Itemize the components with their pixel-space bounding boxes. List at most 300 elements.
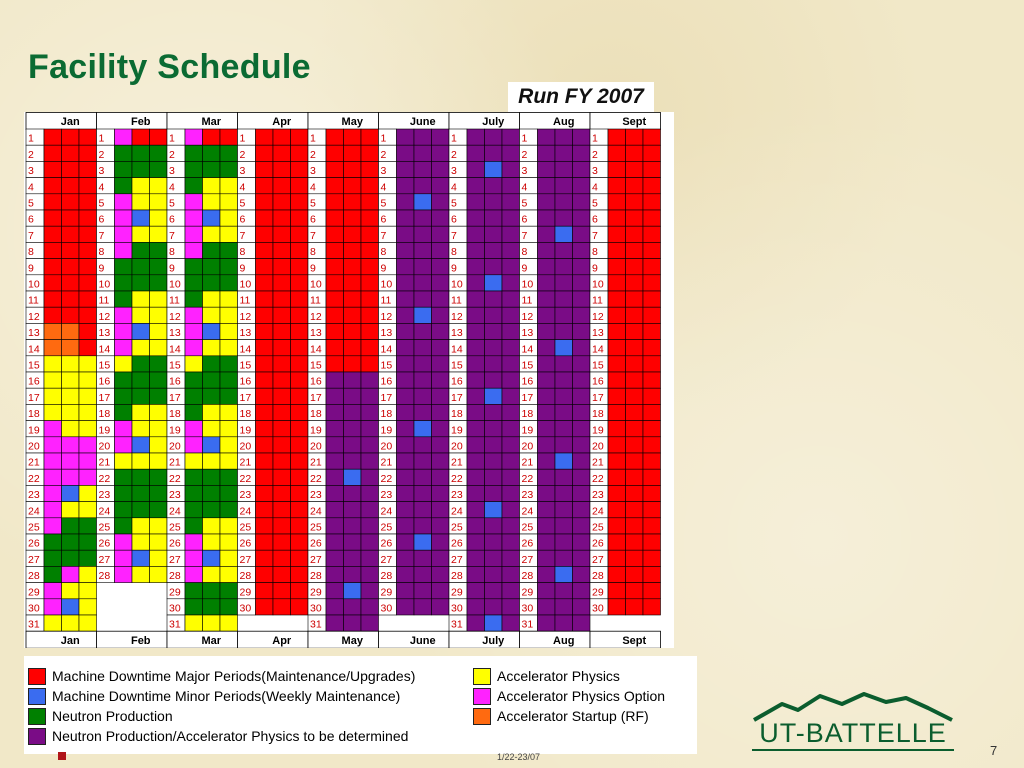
day-number: 4 — [28, 181, 34, 194]
day-number: 16 — [239, 375, 252, 388]
day-number: 9 — [239, 262, 246, 275]
schedule-cell — [150, 145, 168, 161]
schedule-cell — [62, 437, 80, 453]
schedule-cell — [185, 502, 203, 518]
legend-label: Accelerator Physics Option — [497, 688, 666, 704]
day-number: 10 — [592, 278, 604, 291]
schedule-cell — [291, 129, 309, 145]
schedule-cell — [256, 275, 274, 291]
schedule-cell — [256, 178, 274, 194]
schedule-cell — [115, 502, 133, 518]
schedule-cell — [220, 307, 238, 323]
schedule-cell — [414, 583, 432, 599]
schedule-cell — [256, 388, 274, 404]
schedule-cell — [62, 502, 80, 518]
schedule-cell — [573, 485, 591, 501]
month-header-label: Aug — [553, 116, 575, 128]
schedule-cell — [555, 356, 573, 372]
day-number: 15 — [169, 359, 181, 372]
schedule-cell — [467, 210, 485, 226]
schedule-cell — [132, 421, 150, 437]
schedule-cell — [573, 145, 591, 161]
day-number: 28 — [310, 570, 322, 583]
schedule-cell — [608, 356, 626, 372]
schedule-cell — [62, 421, 80, 437]
schedule-cell — [502, 129, 520, 145]
schedule-cell — [150, 178, 168, 194]
day-number: 11 — [28, 294, 39, 307]
schedule-cell — [538, 550, 556, 566]
schedule-cell — [485, 323, 503, 339]
legend-label: Neutron Production/Accelerator Physics to be determined — [52, 728, 409, 744]
schedule-cell — [608, 566, 626, 582]
schedule-cell — [397, 534, 415, 550]
schedule-cell — [432, 502, 450, 518]
schedule-cell — [344, 615, 362, 631]
schedule-cell — [256, 485, 274, 501]
day-number: 22 — [521, 472, 534, 485]
schedule-cell — [397, 226, 415, 242]
schedule-cell — [432, 242, 450, 258]
day-number: 28 — [521, 570, 534, 583]
schedule-cell — [397, 550, 415, 566]
schedule-cell — [44, 259, 62, 275]
day-number: 4 — [239, 181, 246, 194]
schedule-cell — [326, 469, 344, 485]
schedule-cell — [361, 502, 379, 518]
schedule-cell — [361, 566, 379, 582]
schedule-cell — [485, 145, 503, 161]
schedule-cell — [220, 550, 238, 566]
schedule-cell — [344, 323, 362, 339]
schedule-cell — [467, 372, 485, 388]
schedule-cell — [185, 372, 203, 388]
schedule-cell — [185, 161, 203, 177]
day-number: 5 — [239, 197, 246, 210]
day-number: 4 — [98, 181, 105, 194]
day-number: 19 — [380, 424, 393, 437]
schedule-cell — [326, 194, 344, 210]
schedule-cell — [555, 307, 573, 323]
schedule-cell — [538, 194, 556, 210]
schedule-cell — [44, 340, 62, 356]
schedule-cell — [432, 291, 450, 307]
day-number: 29 — [28, 586, 40, 599]
schedule-cell — [115, 437, 133, 453]
schedule-cell — [132, 437, 150, 453]
schedule-cell — [643, 194, 661, 210]
schedule-cell — [79, 550, 97, 566]
schedule-cell — [538, 275, 556, 291]
day-number: 12 — [592, 310, 604, 323]
schedule-cell — [291, 469, 309, 485]
schedule-cell — [150, 388, 168, 404]
schedule-cell — [485, 372, 503, 388]
schedule-cell — [414, 129, 432, 145]
schedule-cell — [344, 210, 362, 226]
day-number: 22 — [98, 472, 111, 485]
schedule-cell — [573, 275, 591, 291]
schedule-cell — [643, 340, 661, 356]
day-number: 23 — [239, 489, 252, 502]
schedule-cell — [414, 340, 432, 356]
day-number: 2 — [310, 148, 316, 161]
legend-swatch-yellow — [473, 668, 491, 685]
schedule-cell — [643, 226, 661, 242]
schedule-cell — [573, 340, 591, 356]
schedule-cell — [220, 599, 238, 615]
schedule-cell — [538, 372, 556, 388]
day-number: 17 — [28, 391, 40, 404]
legend-swatch-purple — [28, 728, 46, 745]
schedule-cell — [432, 340, 450, 356]
day-number: 11 — [98, 294, 110, 307]
schedule-cell — [573, 226, 591, 242]
schedule-cell — [203, 275, 221, 291]
day-number: 22 — [239, 472, 252, 485]
schedule-cell — [203, 469, 221, 485]
day-number: 27 — [592, 553, 604, 566]
schedule-cell — [79, 129, 97, 145]
schedule-cell — [44, 469, 62, 485]
day-number: 24 — [239, 505, 252, 518]
schedule-cell — [397, 404, 415, 420]
schedule-cell — [220, 453, 238, 469]
schedule-cell — [485, 615, 503, 631]
schedule-cell — [467, 340, 485, 356]
day-number: 17 — [521, 391, 534, 404]
day-number: 9 — [98, 262, 105, 275]
schedule-cell — [643, 566, 661, 582]
day-number: 29 — [310, 586, 322, 599]
day-number: 24 — [521, 505, 534, 518]
logo-underline — [746, 690, 960, 752]
day-number: 12 — [310, 310, 322, 323]
schedule-cell — [485, 210, 503, 226]
day-number: 7 — [239, 229, 246, 242]
day-number: 10 — [28, 278, 40, 291]
schedule-cell — [414, 356, 432, 372]
schedule-cell — [44, 550, 62, 566]
schedule-cell — [502, 259, 520, 275]
schedule-cell — [502, 550, 520, 566]
day-number: 30 — [28, 602, 40, 615]
schedule-cell — [608, 518, 626, 534]
schedule-cell — [414, 437, 432, 453]
schedule-cell — [573, 323, 591, 339]
schedule-cell — [344, 145, 362, 161]
schedule-cell — [273, 323, 291, 339]
day-number: 28 — [380, 570, 393, 583]
schedule-cell — [326, 275, 344, 291]
schedule-cell — [150, 502, 168, 518]
schedule-cell — [220, 242, 238, 258]
schedule-cell — [115, 291, 133, 307]
schedule-cell — [203, 291, 221, 307]
schedule-cell — [344, 502, 362, 518]
schedule-cell — [203, 356, 221, 372]
schedule-cell — [608, 583, 626, 599]
day-number: 15 — [521, 359, 534, 372]
schedule-cell — [432, 129, 450, 145]
schedule-cell — [485, 550, 503, 566]
schedule-cell — [44, 502, 62, 518]
schedule-cell — [502, 518, 520, 534]
schedule-cell — [555, 194, 573, 210]
schedule-cell — [555, 583, 573, 599]
schedule-cell — [555, 210, 573, 226]
schedule-cell — [220, 388, 238, 404]
day-number: 23 — [592, 489, 604, 502]
schedule-cell — [273, 550, 291, 566]
schedule-cell — [115, 485, 133, 501]
schedule-cell — [538, 291, 556, 307]
schedule-cell — [608, 145, 626, 161]
schedule-cell — [485, 534, 503, 550]
schedule-cell — [538, 340, 556, 356]
schedule-cell — [150, 485, 168, 501]
schedule-cell — [132, 129, 150, 145]
schedule-cell — [132, 210, 150, 226]
schedule-cell — [414, 145, 432, 161]
schedule-cell — [79, 485, 97, 501]
schedule-cell — [115, 226, 133, 242]
schedule-cell — [538, 388, 556, 404]
schedule-cell — [643, 161, 661, 177]
day-number: 1 — [28, 132, 34, 145]
schedule-cell — [150, 323, 168, 339]
day-number: 24 — [98, 505, 111, 518]
schedule-cell — [414, 518, 432, 534]
schedule-cell — [150, 242, 168, 258]
schedule-cell — [79, 340, 97, 356]
schedule-cell — [185, 599, 203, 615]
day-number: 19 — [98, 424, 111, 437]
day-number: 24 — [28, 505, 40, 518]
day-number: 8 — [169, 246, 175, 259]
day-number: 14 — [169, 343, 181, 356]
schedule-cell — [203, 566, 221, 582]
day-number: 14 — [380, 343, 393, 356]
schedule-cell — [608, 323, 626, 339]
schedule-cell — [291, 291, 309, 307]
schedule-cell — [150, 453, 168, 469]
schedule-cell — [220, 566, 238, 582]
schedule-cell — [485, 583, 503, 599]
schedule-cell — [643, 356, 661, 372]
legend-label: Neutron Production — [52, 708, 173, 724]
day-number: 30 — [592, 602, 604, 615]
schedule-cell — [432, 599, 450, 615]
schedule-cell — [626, 404, 644, 420]
schedule-cell — [273, 291, 291, 307]
day-number: 16 — [592, 375, 604, 388]
day-number: 7 — [451, 229, 457, 242]
month-header-label: Feb — [130, 116, 151, 128]
day-number: 3 — [592, 165, 598, 178]
schedule-cell — [256, 437, 274, 453]
schedule-cell — [203, 388, 221, 404]
schedule-cell — [185, 404, 203, 420]
day-number: 25 — [98, 521, 111, 534]
day-number: 3 — [380, 165, 387, 178]
schedule-cell — [344, 226, 362, 242]
schedule-cell — [185, 534, 203, 550]
schedule-cell — [115, 242, 133, 258]
schedule-cell — [502, 356, 520, 372]
schedule-cell — [344, 485, 362, 501]
schedule-cell — [220, 583, 238, 599]
schedule-cell — [502, 307, 520, 323]
schedule-cell — [220, 161, 238, 177]
schedule-cell — [538, 356, 556, 372]
day-number: 7 — [521, 229, 528, 242]
schedule-cell — [414, 161, 432, 177]
schedule-cell — [467, 388, 485, 404]
schedule-cell — [203, 485, 221, 501]
day-number: 8 — [98, 246, 105, 259]
day-number: 1 — [592, 132, 598, 145]
day-number: 28 — [169, 570, 181, 583]
day-number: 18 — [521, 408, 534, 421]
day-number: 25 — [521, 521, 534, 534]
schedule-cell — [643, 534, 661, 550]
schedule-cell — [432, 307, 450, 323]
schedule-cell — [485, 291, 503, 307]
day-number: 2 — [169, 148, 175, 161]
schedule-cell — [273, 534, 291, 550]
schedule-cell — [291, 404, 309, 420]
schedule-cell — [538, 583, 556, 599]
schedule-cell — [326, 307, 344, 323]
schedule-cell — [273, 194, 291, 210]
schedule-cell — [432, 372, 450, 388]
schedule-cell — [432, 437, 450, 453]
schedule-cell — [291, 599, 309, 615]
schedule-cell — [397, 485, 415, 501]
schedule-cell — [467, 178, 485, 194]
day-number: 22 — [310, 472, 322, 485]
schedule-cell — [326, 161, 344, 177]
schedule-cell — [344, 437, 362, 453]
schedule-cell — [150, 437, 168, 453]
schedule-cell — [397, 340, 415, 356]
schedule-cell — [62, 534, 80, 550]
schedule-cell — [397, 356, 415, 372]
schedule-cell — [502, 453, 520, 469]
schedule-cell — [79, 388, 97, 404]
schedule-cell — [79, 291, 97, 307]
day-number: 3 — [310, 165, 316, 178]
schedule-cell — [432, 210, 450, 226]
day-number: 15 — [380, 359, 393, 372]
schedule-cell — [185, 566, 203, 582]
schedule-cell — [44, 583, 62, 599]
schedule-cell — [643, 518, 661, 534]
schedule-cell — [79, 437, 97, 453]
schedule-cell — [643, 502, 661, 518]
schedule-cell — [344, 404, 362, 420]
schedule-cell — [502, 534, 520, 550]
schedule-cell — [150, 534, 168, 550]
legend-swatch-magenta — [473, 688, 491, 705]
schedule-cell — [608, 404, 626, 420]
schedule-cell — [326, 566, 344, 582]
day-number: 9 — [451, 262, 457, 275]
day-number: 25 — [592, 521, 604, 534]
day-number: 13 — [521, 327, 534, 340]
schedule-cell — [608, 469, 626, 485]
day-number: 17 — [380, 391, 393, 404]
schedule-cell — [643, 242, 661, 258]
schedule-cell — [79, 242, 97, 258]
schedule-cell — [344, 194, 362, 210]
schedule-cell — [115, 453, 133, 469]
schedule-cell — [467, 437, 485, 453]
schedule-cell — [62, 145, 80, 161]
day-number: 3 — [239, 165, 246, 178]
schedule-cell — [485, 453, 503, 469]
schedule-cell — [326, 226, 344, 242]
schedule-cell — [326, 323, 344, 339]
schedule-cell — [132, 259, 150, 275]
schedule-cell — [467, 194, 485, 210]
schedule-cell — [432, 356, 450, 372]
day-number: 24 — [310, 505, 322, 518]
schedule-cell — [220, 485, 238, 501]
day-number: 21 — [310, 456, 322, 469]
schedule-cell — [397, 453, 415, 469]
schedule-cell — [555, 323, 573, 339]
schedule-cell — [538, 404, 556, 420]
schedule-cell — [150, 518, 168, 534]
ut-battelle-logo — [746, 690, 960, 752]
schedule-cell — [361, 226, 379, 242]
schedule-cell — [573, 194, 591, 210]
schedule-cell — [185, 453, 203, 469]
day-number: 19 — [239, 424, 252, 437]
legend-label: Accelerator Physics — [497, 668, 620, 684]
day-number: 8 — [28, 246, 34, 259]
schedule-cell — [220, 275, 238, 291]
schedule-cell — [432, 534, 450, 550]
schedule-cell — [432, 275, 450, 291]
schedule-cell — [643, 178, 661, 194]
schedule-cell — [185, 323, 203, 339]
day-number: 24 — [451, 505, 463, 518]
schedule-cell — [626, 583, 644, 599]
schedule-cell — [115, 566, 133, 582]
schedule-cell — [555, 404, 573, 420]
schedule-cell — [273, 518, 291, 534]
schedule-cell — [344, 275, 362, 291]
schedule-cell — [203, 518, 221, 534]
schedule-cell — [62, 129, 80, 145]
schedule-cell — [397, 129, 415, 145]
schedule-cell — [326, 485, 344, 501]
schedule-cell — [608, 161, 626, 177]
schedule-cell — [62, 161, 80, 177]
schedule-cell — [62, 178, 80, 194]
schedule-cell — [203, 453, 221, 469]
schedule-cell — [361, 129, 379, 145]
schedule-cell — [115, 404, 133, 420]
schedule-cell — [538, 437, 556, 453]
schedule-cell — [203, 502, 221, 518]
schedule-cell — [608, 259, 626, 275]
schedule-cell — [485, 178, 503, 194]
schedule-cell — [573, 469, 591, 485]
